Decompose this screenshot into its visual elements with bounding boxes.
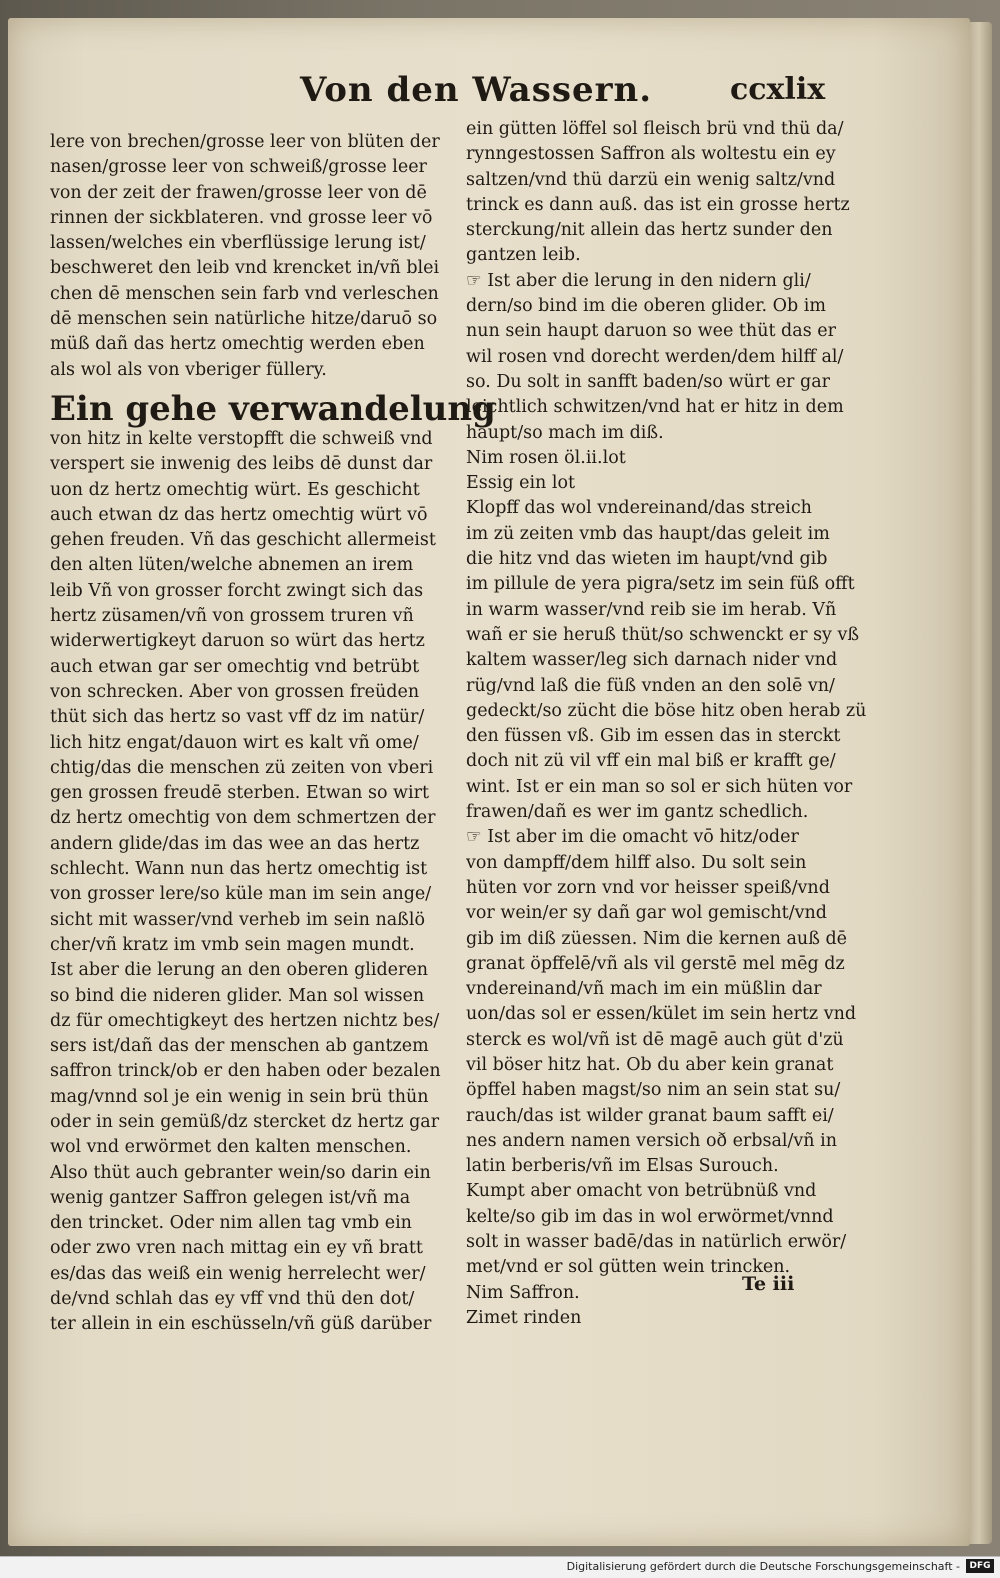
text-line: Zimet rinden [466,1307,582,1328]
text-line: trinck es dann auß. das ist ein grosse hertz [466,194,850,215]
text-line: auch etwan gar ser omechtig vnd betrübt [50,656,420,677]
catchword: Te iii [742,1273,795,1295]
text-line: im pillule de yera pigra/setz im sein füß offt [466,574,855,595]
text-line: wint. Ist er ein man so sol er sich hüten vor [466,776,853,797]
text-line: dz hertz omechtig von dem schmertzen der [50,808,436,829]
text-line: Klopff das wol vndereinand/das streich [466,498,812,519]
text-line: von der zeit der frawen/grosse leer von dē [50,182,427,203]
text-line: de/vnd schlah das ey vff vnd thü den dot/ [50,1289,415,1310]
text-line: leib Vñ von grosser forcht zwingt sich das [50,580,424,601]
text-line: Nim Saffron. [466,1282,580,1303]
text-line: rynngestossen Saffron als woltestu ein ey [466,144,836,165]
text-line: im zü zeiten vmb das haupt/das geleit im [466,523,830,544]
text-line: Ist aber die lerung an den oberen glideren [50,960,429,981]
text-line: so bind die nideren glider. Man sol wissen [50,985,425,1006]
text-line: granat öpffelē/vñ als vil gerstē mel mēg dz [466,953,845,974]
text-line: nasen/grosse leer von schweiß/grosse leer [50,157,427,178]
text-line: hüten vor zorn vnd vor heisser speiß/vnd [466,877,830,898]
text-line: Kumpt aber omacht von betrübnüß vnd [466,1181,817,1202]
footer-credit: Digitalisierung gefördert durch die Deutsche Forschungsgemeinschaft - [566,1560,960,1573]
right-column [466,117,876,1331]
page-edge [970,22,992,1544]
text-line: als wol als von vberiger füllery. [50,359,327,380]
text-line: ein gütten löffel sol fleisch brü vnd thü da/ [466,119,844,139]
running-head: Von den Wassern. [300,70,653,110]
text-line: uon/das sol er essen/kület im sein hertz vnd [466,1004,857,1025]
text-line: uon dz hertz omechtig würt. Es geschicht [50,479,420,500]
text-line: von schrecken. Aber von grossen freüden [50,681,420,702]
text-line: hertz züsamen/vñ von grossem truren vñ [50,606,414,627]
text-line: sterck es wol/vñ ist dē magē auch güt d'zü [466,1029,844,1050]
text-line: schlecht. Wann nun das hertz omechtig ist [50,859,428,880]
text-line: latin berberis/vñ im Elsas Surouch. [466,1156,779,1177]
text-line: den füssen vß. Gib im essen das in sterckt [466,726,841,747]
text-line: met/vnd er sol gütten wein trincken. [466,1257,791,1278]
text-line: sicht mit wasser/vnd verheb im sein naßlö [50,909,425,930]
text-line: leichtlich schwitzen/vnd hat er hitz in dem [466,397,844,418]
text-line: rauch/das ist wilder granat baum safft ei/ [466,1105,834,1126]
text-line: öpffel haben magst/so nim an sein stat su/ [466,1080,841,1101]
text-line: wil rosen vnd dorecht werden/dem hilff al/ [466,346,844,367]
text-line: von hitz in kelte verstopfft die schweiß vnd [50,428,433,449]
text-line: dz für omechtigkeyt des hertzen nichtz bes/ [50,1010,440,1031]
text-line: es/das das weiß ein wenig herrelecht wer/ [50,1263,426,1284]
text-line: nes andern namen versich oð erbsal/vñ in [466,1130,837,1151]
text-line: vndereinand/vñ mach im ein müßlin dar [466,979,822,1000]
text-line: sterckung/nit allein das hertz sunder den [466,220,833,241]
text-line: ☞ Ist aber die lerung in den nidern gli/ [466,270,811,291]
text-line: chen dē menschen sein farb vnd verleschen [50,283,439,304]
text-line: Also thüt auch gebranter wein/so darin ein [50,1162,431,1183]
text-line: frawen/dañ es wer im gantz schedlich. [466,802,809,823]
text-line: gantzen leib. [466,245,581,266]
text-line: auch etwan dz das hertz omechtig würt vō [50,504,428,525]
text-line: verspert sie inwenig des leibs dē dunst dar [50,454,433,475]
text-line: lere von brechen/grosse leer von blüten der [50,132,440,152]
text-line: lassen/welches ein vberflüssige lerung ist/ [50,233,426,254]
text-line: doch nit zü vil vff ein mal biß er krafft ge/ [466,751,836,772]
text-line: haupt/so mach im diß. [466,422,664,443]
text-line: Essig ein lot [466,473,576,494]
text-line: ter allein in ein eschüsseln/vñ güß darüber [50,1314,432,1335]
text-line: vor wein/er sy dañ gar wol gemischt/vnd [466,903,827,924]
text-line: mag/vnnd sol je ein wenig in sein brü thün [50,1086,429,1107]
text-line: lich hitz engat/dauon wirt es kalt vñ ome/ [50,732,419,753]
text-line: vil böser hitz hat. Ob du aber kein granat [466,1054,834,1075]
text-line: gedeckt/so zücht die böse hitz oben herab zü [466,700,867,721]
text-line: oder in sein gemüß/dz stercket dz hertz gar [50,1111,440,1132]
text-line: den trincket. Oder nim allen tag vmb ein [50,1213,412,1234]
text-line: müß dañ das hertz omechtig werden eben [50,334,425,355]
text-line: gehen freuden. Vñ das geschicht allermeist [50,530,436,551]
text-line: widerwertigkeyt daruon so würt das hertz [50,631,425,652]
text-line: den alten lüten/welche abnemen an irem [50,555,414,576]
text-line: saltzen/vnd thü darzü ein wenig saltz/vnd [466,169,836,190]
text-line: oder zwo vren nach mittag ein ey vñ bratt [50,1238,423,1259]
text-line: Nim rosen öl.ii.lot [466,447,626,468]
text-line: chtig/das die menschen zü zeiten von vberi [50,757,434,778]
text-line: nun sein haupt daruon so wee thüt das er [466,321,836,342]
text-line: gib im diß züessen. Nim die kernen auß dē [466,928,848,949]
text-line: in warm wasser/vnd reib sie im herab. Vñ [466,599,837,620]
text-line: so. Du solt in sanfft baden/so würt er gar [466,371,830,392]
text-line: wol vnd erwörmet den kalten menschen. [50,1137,412,1158]
text-line: die hitz vnd das wieten im haupt/vnd gib [466,549,828,570]
text-line: dē menschen sein natürliche hitze/daruō so [50,309,438,330]
text-line: wenig gantzer Saffron gelegen ist/vñ ma [50,1187,411,1208]
text-line: sers ist/dañ das der menschen ab gantzem [50,1036,429,1057]
text-line: kelte/so gib im das in wol erwörmet/vnnd [466,1206,834,1227]
text-line: ☞ Ist aber im die omacht vō hitz/oder [466,827,799,848]
text-line: kaltem wasser/leg sich darnach nider vnd [466,650,838,671]
text-line: cher/vñ kratz im vmb sein magen mundt. [50,934,415,955]
text-line: wañ er sie heruß thüt/so schwenckt er sy vß [466,624,860,645]
text-line: solt in wasser badē/das in natürlich erwör/ [466,1232,847,1253]
text-line: beschweret den leib vnd krencket in/vñ blei [50,258,440,279]
text-line: dern/so bind im die oberen glider. Ob im [466,296,826,317]
text-line: von dampff/dem hilff also. Du solt sein [466,852,807,873]
text-line: thüt sich das hertz so vast vff dz im natür/ [50,707,425,728]
left-column [50,130,496,1338]
text-line: von grosser lere/so küle man im sein ange/ [50,884,432,905]
text-line: rüg/vnd laß die füß vnden an den solē vn/ [466,675,835,696]
text-line: andern glide/das im das wee an das hertz [50,833,420,854]
dfg-logo: DFG [966,1559,994,1573]
text-line: gen grossen freudē sterben. Etwan so wirt [50,783,430,804]
text-line: rinnen der sickblateren. vnd grosse leer vō [50,207,433,228]
section-heading: Ein gehe verwandelung [50,388,496,429]
folio-number: ccxlix [730,72,826,107]
text-line: saffron trinck/ob er den haben oder bezalen [50,1061,441,1082]
